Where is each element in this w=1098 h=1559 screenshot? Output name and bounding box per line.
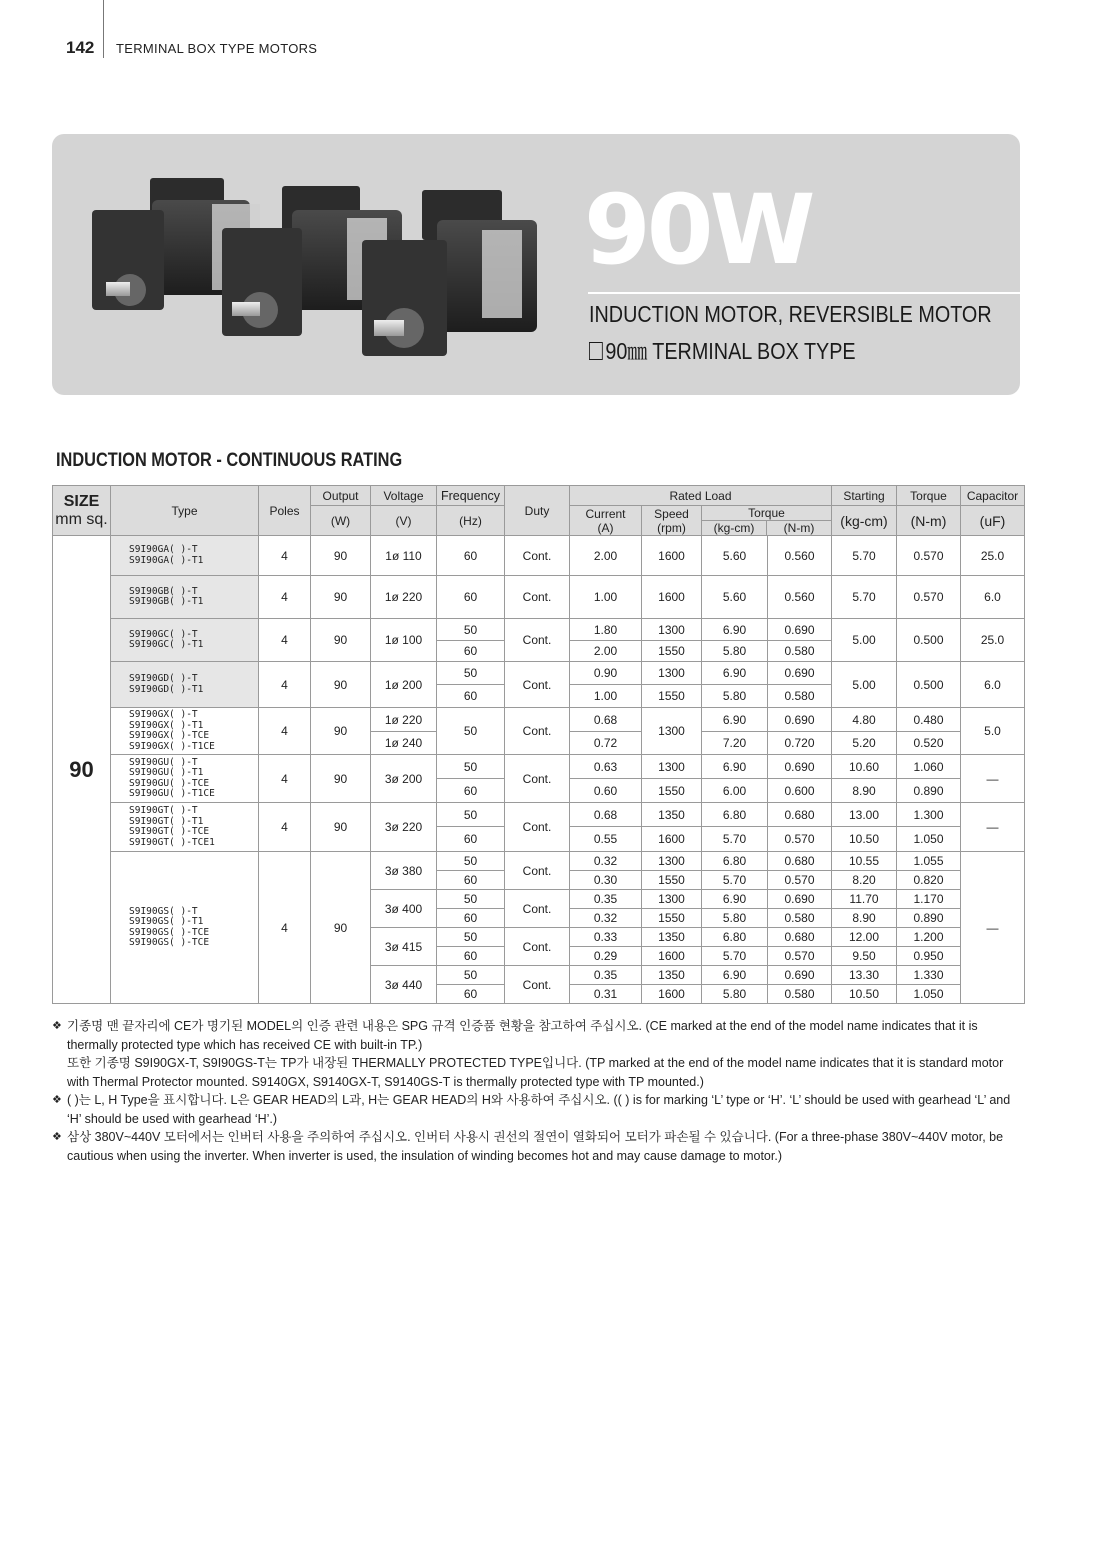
table-row <box>53 619 1025 641</box>
voltage-cell: 3ø 380 <box>371 852 437 890</box>
output-cell: 90 <box>311 852 371 1004</box>
poles-cell: 4 <box>259 708 311 755</box>
size-header: SIZE mm sq. <box>53 486 111 536</box>
starting-kgcm-cell: 8.90 <box>832 779 897 803</box>
speed-cell: 1300 <box>642 708 702 755</box>
frequency-cell: 60 <box>437 827 505 852</box>
torque-nm-cell: 0.570 <box>768 947 832 966</box>
poles-cell: 4 <box>259 536 311 576</box>
voltage-cell: 1ø 200 <box>371 662 437 708</box>
starting-unit: (kg-cm) <box>832 506 897 536</box>
torque-nm-cell: 0.560 <box>768 576 832 619</box>
frequency-cell: 50 <box>437 708 505 755</box>
frequency-cell: 50 <box>437 803 505 827</box>
torque-kgcm-cell: 5.80 <box>702 641 768 662</box>
torque-kgcm-cell: 6.90 <box>702 662 768 685</box>
poles-header: Poles <box>259 486 311 536</box>
torque-nm-cell: 0.560 <box>768 536 832 576</box>
poles-cell: 4 <box>259 662 311 708</box>
torque-nm-cell: 0.680 <box>768 928 832 947</box>
frequency-cell: 60 <box>437 536 505 576</box>
starting-kgcm-cell: 8.90 <box>832 909 897 928</box>
torque-header: Torque <box>897 486 961 506</box>
poles-cell: 4 <box>259 619 311 662</box>
type-cell: S9I90GX( )-T S9I90GX( )-T1 S9I90GX( )-TCE S9I90GX( )-T1CE <box>111 708 259 755</box>
current-cell: 0.90 <box>570 662 642 685</box>
torque-kgcm-cell: 5.60 <box>702 576 768 619</box>
frequency-cell: 60 <box>437 779 505 803</box>
frequency-cell: 60 <box>437 685 505 708</box>
table-row <box>53 803 1025 827</box>
starting-kgcm-cell: 13.00 <box>832 803 897 827</box>
torque-nm-cell: 0.690 <box>768 755 832 779</box>
frequency-cell: 50 <box>437 619 505 641</box>
table-title: INDUCTION MOTOR - CONTINUOUS RATING <box>56 450 403 471</box>
frequency-cell: 50 <box>437 890 505 909</box>
footnote-2: 또한 기종명 S9I90GX-T, S9I90GS-T는 TP가 내장된 THERMALLY PROTECTED TYPE입니다. (TP marked at the end of the model name indicates that it is standard motor with Thermal Protector mounted. S9140GX, S9140GX-T, S9140GS-T is thermally protected type with TP mounted.) <box>67 1056 1004 1089</box>
current-cell: 2.00 <box>570 641 642 662</box>
output-cell: 90 <box>311 619 371 662</box>
frequency-cell: 60 <box>437 576 505 619</box>
starting-nm-cell: 1.330 <box>897 966 961 985</box>
frequency-unit: (Hz) <box>437 506 505 536</box>
footnotes <box>52 1017 1020 1165</box>
speed-cell: 1600 <box>642 536 702 576</box>
torque-sub-header: Torque (kg-cm) (N-m) <box>702 506 832 536</box>
type-cell: S9I90GD( )-T S9I90GD( )-T1 <box>111 662 259 708</box>
frequency-cell: 50 <box>437 928 505 947</box>
starting-nm-cell: 0.570 <box>897 576 961 619</box>
starting-kgcm-cell: 5.70 <box>832 536 897 576</box>
square-icon <box>589 342 603 360</box>
current-cell: 1.00 <box>570 685 642 708</box>
torque-nm-cell: 0.580 <box>768 909 832 928</box>
starting-kgcm-cell: 5.00 <box>832 619 897 662</box>
voltage-cell: 3ø 220 <box>371 803 437 852</box>
type-cell: S9I90GA( )-T S9I90GA( )-T1 <box>111 536 259 576</box>
table-row <box>53 662 1025 685</box>
starting-kgcm-cell: 5.70 <box>832 576 897 619</box>
section-title: TERMINAL BOX TYPE MOTORS <box>116 41 318 56</box>
banner-subtitle-text: 90㎜ TERMINAL BOX TYPE <box>605 338 856 364</box>
duty-cell: Cont. <box>505 662 570 708</box>
output-cell: 90 <box>311 755 371 803</box>
diamond-bullet-icon: ❖ <box>52 1020 62 1032</box>
duty-cell: Cont. <box>505 619 570 662</box>
capacitor-cell: 5.0 <box>961 708 1025 755</box>
torque-kgcm-cell: 5.80 <box>702 985 768 1004</box>
capacitor-cell: 25.0 <box>961 619 1025 662</box>
duty-cell: Cont. <box>505 852 570 890</box>
torque-kgcm-cell: 7.20 <box>702 732 768 755</box>
starting-kgcm-cell: 10.50 <box>832 827 897 852</box>
duty-cell: Cont. <box>505 536 570 576</box>
capacitor-header: Capacitor <box>961 486 1025 506</box>
duty-cell: Cont. <box>505 576 570 619</box>
starting-nm-cell: 0.520 <box>897 732 961 755</box>
spec-table <box>52 485 1025 1004</box>
duty-cell: Cont. <box>505 755 570 803</box>
current-cell: 0.35 <box>570 890 642 909</box>
frequency-cell: 50 <box>437 755 505 779</box>
starting-kgcm-cell: 11.70 <box>832 890 897 909</box>
wattage-heading: 90W <box>584 174 812 286</box>
torque-kgcm-cell: 6.90 <box>702 619 768 641</box>
type-cell: S9I90GS( )-T S9I90GS( )-T1 S9I90GS( )-TCE S9I90GS( )-TCE <box>111 852 259 1004</box>
starting-nm-cell: 1.170 <box>897 890 961 909</box>
type-cell: S9I90GC( )-T S9I90GC( )-T1 <box>111 619 259 662</box>
footnote-4: ❖ 삼상 380V~440V 모터에서는 인버터 사용을 주의하여 주십시오. 인버터 사용시 권선의 절연이 열화되어 모터가 파손될 수 있습니다. (For a three-phase 380V~440V motor, be cautious when using the inverter. When inverter is used, the insulation of winding becomes hot and may cause damage to motor.) <box>52 1130 1004 1163</box>
voltage-cell: 1ø 220 <box>371 576 437 619</box>
duty-cell: Cont. <box>505 928 570 966</box>
speed-cell: 1550 <box>642 779 702 803</box>
starting-nm-cell: 0.480 <box>897 708 961 732</box>
starting-kgcm-cell: 4.80 <box>832 708 897 732</box>
current-header: Current (A) <box>570 506 642 536</box>
speed-cell: 1600 <box>642 576 702 619</box>
speed-cell: 1300 <box>642 755 702 779</box>
speed-cell: 1600 <box>642 827 702 852</box>
capacitor-cell: 6.0 <box>961 662 1025 708</box>
header-divider <box>103 0 104 58</box>
speed-cell: 1350 <box>642 928 702 947</box>
hero-banner <box>52 134 1020 395</box>
torque-nm-cell: 0.580 <box>768 985 832 1004</box>
torque-kgcm-cell: 6.90 <box>702 890 768 909</box>
current-cell: 0.63 <box>570 755 642 779</box>
torque-unit: (N-m) <box>897 506 961 536</box>
torque-kgcm-cell: 5.70 <box>702 947 768 966</box>
starting-kgcm-cell: 13.30 <box>832 966 897 985</box>
starting-kgcm-cell: 10.55 <box>832 852 897 871</box>
starting-nm-cell: 0.950 <box>897 947 961 966</box>
starting-nm-cell: 0.820 <box>897 871 961 890</box>
voltage-unit: (V) <box>371 506 437 536</box>
current-cell: 1.80 <box>570 619 642 641</box>
torque-nm-cell: 0.690 <box>768 966 832 985</box>
output-cell: 90 <box>311 662 371 708</box>
current-cell: 0.55 <box>570 827 642 852</box>
capacitor-cell: — <box>961 755 1025 803</box>
capacitor-cell: — <box>961 852 1025 1004</box>
starting-nm-cell: 0.500 <box>897 619 961 662</box>
speed-cell: 1300 <box>642 662 702 685</box>
torque-kgcm-cell: 5.80 <box>702 685 768 708</box>
torque-kgcm-cell: 6.90 <box>702 755 768 779</box>
motor-photo <box>92 170 562 365</box>
starting-nm-cell: 0.890 <box>897 909 961 928</box>
type-cell: S9I90GB( )-T S9I90GB( )-T1 <box>111 576 259 619</box>
torque-nm-cell: 0.690 <box>768 662 832 685</box>
torque-nm-cell: 0.690 <box>768 708 832 732</box>
diamond-bullet-icon: ❖ <box>52 1131 62 1143</box>
voltage-cell: 3ø 440 <box>371 966 437 1004</box>
current-cell: 0.30 <box>570 871 642 890</box>
current-cell: 0.68 <box>570 803 642 827</box>
duty-cell: Cont. <box>505 803 570 852</box>
voltage-cell: 1ø 240 <box>371 732 437 755</box>
voltage-header: Voltage <box>371 486 437 506</box>
rated-load-header: Rated Load <box>570 486 832 506</box>
type-cell: S9I90GT( )-T S9I90GT( )-T1 S9I90GT( )-TCE S9I90GT( )-TCE1 <box>111 803 259 852</box>
starting-nm-cell: 1.050 <box>897 985 961 1004</box>
frequency-cell: 50 <box>437 966 505 985</box>
current-cell: 1.00 <box>570 576 642 619</box>
type-cell: S9I90GU( )-T S9I90GU( )-T1 S9I90GU( )-TCE S9I90GU( )-T1CE <box>111 755 259 803</box>
starting-header: Starting <box>832 486 897 506</box>
table-row <box>53 536 1025 576</box>
current-cell: 0.32 <box>570 852 642 871</box>
torque-kgcm-cell: 6.80 <box>702 852 768 871</box>
torque-kgcm-cell: 6.00 <box>702 779 768 803</box>
voltage-cell: 1ø 100 <box>371 619 437 662</box>
frequency-cell: 60 <box>437 641 505 662</box>
voltage-cell: 3ø 400 <box>371 890 437 928</box>
frequency-cell: 50 <box>437 662 505 685</box>
torque-nm-cell: 0.580 <box>768 685 832 708</box>
table-row <box>53 708 1025 732</box>
speed-header: Speed (rpm) <box>642 506 702 536</box>
torque-kgcm-cell: 6.90 <box>702 966 768 985</box>
torque-nm-cell: 0.690 <box>768 619 832 641</box>
frequency-cell: 60 <box>437 909 505 928</box>
output-cell: 90 <box>311 536 371 576</box>
frequency-header: Frequency <box>437 486 505 506</box>
poles-cell: 4 <box>259 852 311 1004</box>
footnote-3: ❖ ( )는 L, H Type을 표시합니다. L은 GEAR HEAD의 L과, H는 GEAR HEAD의 H와 사용하여 주십시오. (( ) is for marking ‘L’ type or ‘H’. ‘L’ should be used with gearhead ‘L’ and ‘H’ should be used with gearhead ‘H’.) <box>52 1093 1011 1126</box>
poles-cell: 4 <box>259 803 311 852</box>
voltage-cell: 1ø 110 <box>371 536 437 576</box>
starting-nm-cell: 1.050 <box>897 827 961 852</box>
banner-subtitle <box>589 333 856 366</box>
poles-cell: 4 <box>259 755 311 803</box>
torque-nm-cell: 0.600 <box>768 779 832 803</box>
table-row <box>53 576 1025 619</box>
output-header: Output <box>311 486 371 506</box>
frequency-cell: 60 <box>437 947 505 966</box>
current-cell: 0.31 <box>570 985 642 1004</box>
speed-cell: 1600 <box>642 947 702 966</box>
poles-cell: 4 <box>259 576 311 619</box>
output-unit: (W) <box>311 506 371 536</box>
frequency-cell: 50 <box>437 852 505 871</box>
frequency-cell: 60 <box>437 985 505 1004</box>
torque-kgcm-cell: 5.70 <box>702 827 768 852</box>
speed-cell: 1550 <box>642 871 702 890</box>
duty-cell: Cont. <box>505 890 570 928</box>
starting-nm-cell: 1.300 <box>897 803 961 827</box>
torque-nm-cell: 0.580 <box>768 641 832 662</box>
torque-kgcm-cell: 5.60 <box>702 536 768 576</box>
type-header: Type <box>111 486 259 536</box>
speed-cell: 1300 <box>642 890 702 909</box>
starting-kgcm-cell: 5.00 <box>832 662 897 708</box>
current-cell: 0.33 <box>570 928 642 947</box>
speed-cell: 1600 <box>642 985 702 1004</box>
speed-cell: 1350 <box>642 966 702 985</box>
current-cell: 0.29 <box>570 947 642 966</box>
current-cell: 0.60 <box>570 779 642 803</box>
size-value: 90 <box>53 536 111 1004</box>
current-cell: 0.35 <box>570 966 642 985</box>
torque-kgcm-cell: 6.90 <box>702 708 768 732</box>
banner-divider <box>588 292 1020 294</box>
starting-nm-cell: 1.200 <box>897 928 961 947</box>
capacitor-unit: (uF) <box>961 506 1025 536</box>
diamond-bullet-icon: ❖ <box>52 1094 62 1106</box>
current-cell: 0.68 <box>570 708 642 732</box>
current-cell: 0.72 <box>570 732 642 755</box>
voltage-cell: 3ø 415 <box>371 928 437 966</box>
voltage-cell: 3ø 200 <box>371 755 437 803</box>
speed-cell: 1350 <box>642 803 702 827</box>
banner-title: INDUCTION MOTOR, REVERSIBLE MOTOR <box>589 301 992 327</box>
output-cell: 90 <box>311 708 371 755</box>
starting-nm-cell: 1.060 <box>897 755 961 779</box>
capacitor-cell: — <box>961 803 1025 852</box>
current-cell: 0.32 <box>570 909 642 928</box>
torque-nm-cell: 0.680 <box>768 803 832 827</box>
starting-nm-cell: 0.890 <box>897 779 961 803</box>
duty-cell: Cont. <box>505 708 570 755</box>
torque-nm-cell: 0.690 <box>768 890 832 909</box>
starting-kgcm-cell: 10.50 <box>832 985 897 1004</box>
duty-header: Duty <box>505 486 570 536</box>
speed-cell: 1550 <box>642 909 702 928</box>
table-row <box>53 755 1025 779</box>
capacitor-cell: 25.0 <box>961 536 1025 576</box>
starting-kgcm-cell: 10.60 <box>832 755 897 779</box>
torque-nm-cell: 0.570 <box>768 871 832 890</box>
speed-cell: 1550 <box>642 685 702 708</box>
current-cell: 2.00 <box>570 536 642 576</box>
speed-cell: 1550 <box>642 641 702 662</box>
starting-kgcm-cell: 5.20 <box>832 732 897 755</box>
voltage-cell: 1ø 220 <box>371 708 437 732</box>
starting-nm-cell: 0.500 <box>897 662 961 708</box>
page-number: 142 <box>66 38 95 57</box>
output-cell: 90 <box>311 576 371 619</box>
starting-kgcm-cell: 9.50 <box>832 947 897 966</box>
starting-kgcm-cell: 8.20 <box>832 871 897 890</box>
duty-cell: Cont. <box>505 966 570 1004</box>
starting-kgcm-cell: 12.00 <box>832 928 897 947</box>
starting-nm-cell: 1.055 <box>897 852 961 871</box>
frequency-cell: 60 <box>437 871 505 890</box>
table-row <box>53 852 1025 871</box>
footnote-1: ❖ 기종명 맨 끝자리에 CE가 명기된 MODEL의 인증 관련 내용은 SPG 규격 인증품 현황을 참고하여 주십시오. (CE marked at the end of the model name indicates that it is thermally protected type which has received CE with built-in TP.) <box>52 1019 978 1052</box>
torque-nm-cell: 0.680 <box>768 852 832 871</box>
output-cell: 90 <box>311 803 371 852</box>
torque-kgcm-cell: 5.70 <box>702 871 768 890</box>
torque-kgcm-cell: 6.80 <box>702 803 768 827</box>
torque-nm-cell: 0.720 <box>768 732 832 755</box>
speed-cell: 1300 <box>642 619 702 641</box>
starting-nm-cell: 0.570 <box>897 536 961 576</box>
torque-nm-cell: 0.570 <box>768 827 832 852</box>
torque-kgcm-cell: 6.80 <box>702 928 768 947</box>
capacitor-cell: 6.0 <box>961 576 1025 619</box>
speed-cell: 1300 <box>642 852 702 871</box>
torque-kgcm-cell: 5.80 <box>702 909 768 928</box>
